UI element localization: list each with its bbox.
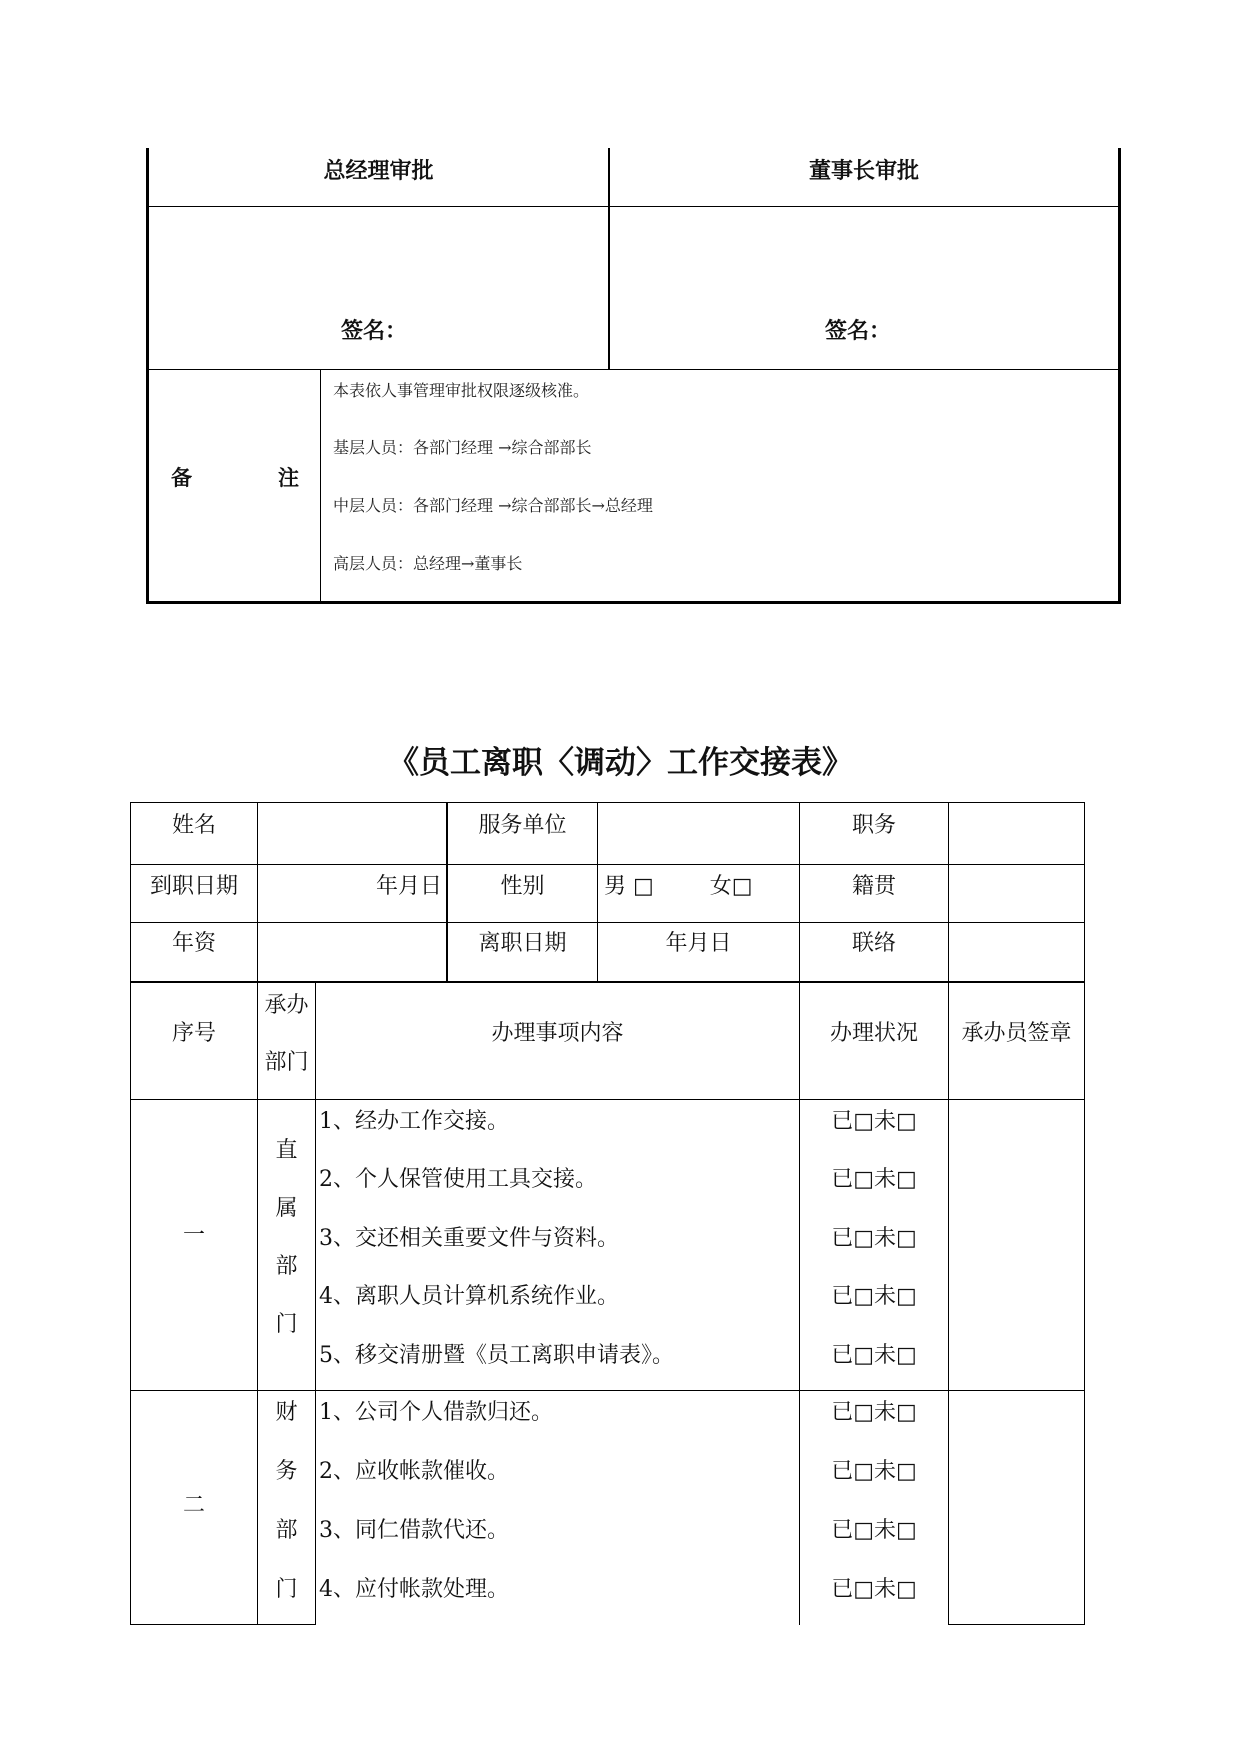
status-checkbox[interactable]: 已□未□ [831, 1518, 917, 1543]
status-checkbox[interactable]: 已□未□ [831, 1167, 917, 1192]
remark-label-char-1: 备 [171, 466, 192, 490]
remark-line: 中层人员：各部门经理 →综合部部长→总经理 [333, 496, 653, 515]
task-item: 4、应付帐款处理。 [319, 1577, 509, 1602]
chairman-signature-label: 签名： [825, 319, 892, 344]
status-header: 办理状况 [829, 1021, 918, 1046]
section-dept-char: 部 [275, 1254, 298, 1279]
status-checkbox[interactable]: 已□未□ [831, 1109, 917, 1134]
status-checkbox[interactable]: 已□未□ [831, 1577, 917, 1602]
remark-line: 高层人员：总经理→董事长 [333, 554, 523, 573]
status-checkbox[interactable]: 已□未□ [831, 1343, 917, 1368]
signature-header: 承办员签章 [961, 1021, 1072, 1046]
position-label: 职务 [851, 813, 896, 838]
start-date-value[interactable]: 年月日 [375, 874, 442, 899]
status-checkbox[interactable]: 已□未□ [831, 1459, 917, 1484]
section-dept-char: 门 [275, 1312, 298, 1337]
task-item: 4、离职人员计算机系统作业。 [319, 1284, 619, 1309]
task-item: 1、公司个人借款归还。 [319, 1400, 553, 1425]
gm-approval-header: 总经理审批 [323, 159, 434, 184]
status-checkbox[interactable]: 已□未□ [831, 1400, 917, 1425]
section-dept-char: 务 [275, 1459, 298, 1484]
seq-header: 序号 [171, 1021, 216, 1046]
leave-date-value[interactable]: 年月日 [665, 931, 732, 956]
section-dept-char: 属 [275, 1196, 298, 1221]
form-title: 《员工离职〈调动〉工作交接表》 [388, 745, 853, 781]
service-unit-label: 服务单位 [478, 813, 567, 838]
section-seq: 一 [182, 1223, 205, 1248]
status-checkbox[interactable]: 已□未□ [831, 1226, 917, 1251]
leave-date-label: 离职日期 [478, 931, 567, 956]
remark-line: 基层人员：各部门经理 →综合部部长 [333, 438, 592, 457]
content-header: 办理事项内容 [491, 1021, 624, 1046]
seniority-label: 年资 [171, 931, 216, 956]
gm-signature-label: 签名： [341, 319, 408, 344]
task-item: 5、移交清册暨《员工离职申请表》。 [319, 1343, 674, 1368]
task-item: 2、个人保管使用工具交接。 [319, 1167, 597, 1192]
section-dept-char: 门 [275, 1577, 298, 1602]
contact-label: 联络 [851, 931, 896, 956]
gender-label: 性别 [500, 874, 545, 899]
task-item: 3、交还相关重要文件与资料。 [319, 1226, 619, 1251]
remark-line: 本表依人事管理审批权限逐级核准。 [333, 381, 590, 400]
native-place-label: 籍贯 [851, 874, 896, 899]
gender-options[interactable]: 男 □ 女□ [604, 874, 753, 899]
task-item: 1、经办工作交接。 [319, 1109, 509, 1134]
task-item: 2、应收帐款催收。 [319, 1459, 509, 1484]
dept-header-line-2: 部门 [264, 1050, 309, 1075]
remark-label-char-2: 注 [278, 466, 299, 490]
dept-header-line-1: 承办 [264, 993, 309, 1018]
section-dept-char: 财 [275, 1400, 298, 1425]
section-seq: 二 [182, 1493, 205, 1518]
name-label: 姓名 [171, 813, 216, 838]
section-dept-char: 部 [275, 1518, 298, 1543]
chairman-approval-header: 董事长审批 [808, 159, 919, 184]
task-item: 3、同仁借款代还。 [319, 1518, 509, 1543]
section-dept-char: 直 [275, 1138, 298, 1163]
status-checkbox[interactable]: 已□未□ [831, 1284, 917, 1309]
start-date-label: 到职日期 [149, 874, 238, 899]
